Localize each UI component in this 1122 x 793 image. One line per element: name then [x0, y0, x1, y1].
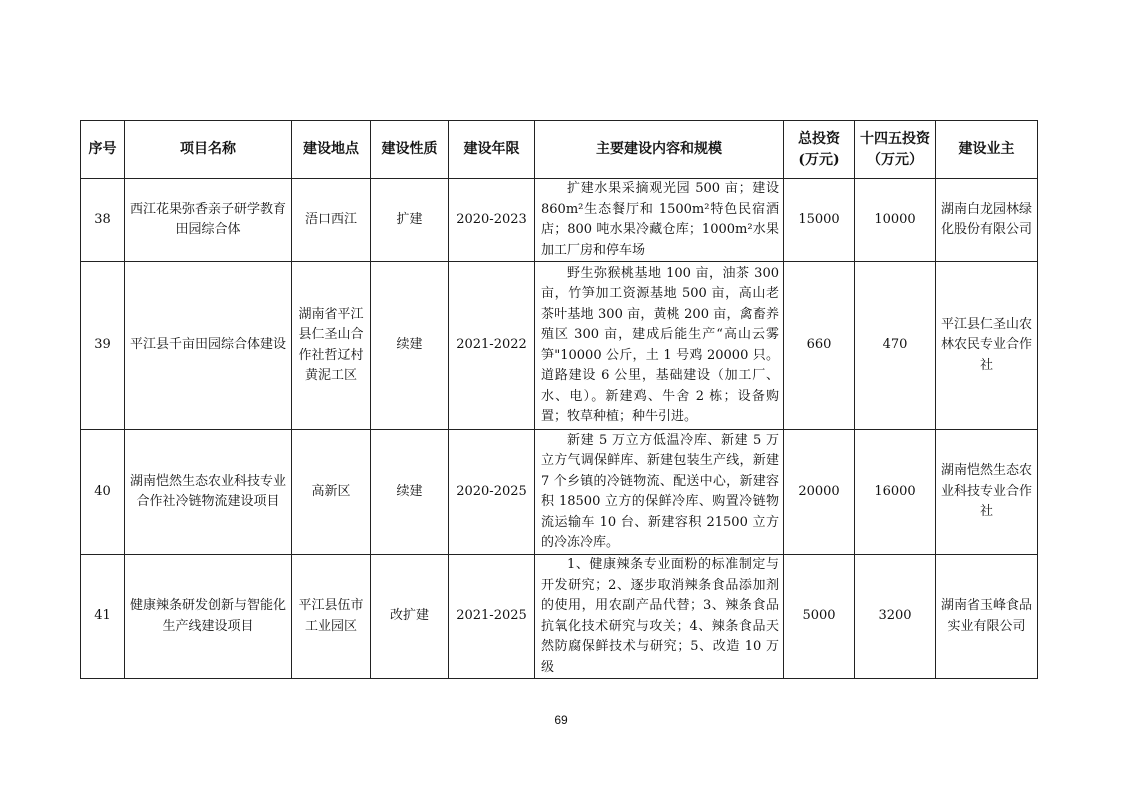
project-table — [80, 120, 1038, 679]
header-years: 建设年限 — [449, 121, 535, 179]
table-header-row — [81, 121, 1038, 179]
cell-owner: 湖南省玉峰食品实业有限公司 — [936, 555, 1038, 679]
header-fyp-line2: （万元） — [867, 151, 923, 168]
cell-fyp: 3200 — [855, 555, 936, 679]
header-seq: 序号 — [81, 121, 125, 179]
cell-owner: 湖南白龙园林绿化股份有限公司 — [936, 179, 1038, 262]
cell-location: 平江县伍市工业园区 — [292, 555, 371, 679]
table-row — [81, 262, 1038, 430]
cell-name: 湖南恺然生态农业科技专业合作社冷链物流建设项目 — [125, 430, 292, 555]
cell-seq: 41 — [81, 555, 125, 679]
header-name: 项目名称 — [125, 121, 292, 179]
cell-content: 扩建水果采摘观光园 500 亩；建设 860m²生态餐厅和 1500m²特色民宿酒店；800 吨水果冷藏仓库；1000m²水果加工厂房和停车场 — [535, 179, 784, 262]
cell-name: 西江花果弥香亲子研学教育田园综合体 — [125, 179, 292, 262]
table-row — [81, 430, 1038, 555]
cell-years: 2021-2022 — [449, 262, 535, 430]
cell-location: 浯口西江 — [292, 179, 371, 262]
cell-years: 2021-2025 — [449, 555, 535, 679]
cell-name: 平江县千亩田园综合体建设 — [125, 262, 292, 430]
cell-location: 湖南省平江县仁圣山合作社哲辽村黄泥工区 — [292, 262, 371, 430]
cell-content: 野生弥猴桃基地 100 亩，油茶 300 亩，竹笋加工资源基地 500 亩，高山老茶叶基地 300 亩，黄桃 200 亩，禽畜养殖区 300 亩，建成后能生产“高山云雾笋"10000 公斤，土 1 号鸡 20000 只。 道路建设 6 公里，基础建设（加工厂、水、电）。新建鸡、牛舍 2 栋；设备购置；牧草种植；种牛引进。 — [535, 262, 784, 430]
page-number: 69 — [554, 713, 568, 727]
table-row — [81, 555, 1038, 679]
cell-nature: 改扩建 — [371, 555, 449, 679]
cell-seq: 39 — [81, 262, 125, 430]
header-total-line1: 总投资 — [798, 130, 840, 147]
header-owner: 建设业主 — [936, 121, 1038, 179]
header-total-line2: (万元) — [798, 151, 840, 168]
header-content: 主要建设内容和规模 — [535, 121, 784, 179]
header-location: 建设地点 — [292, 121, 371, 179]
cell-total: 15000 — [784, 179, 855, 262]
cell-years: 2020-2025 — [449, 430, 535, 555]
header-total-investment — [784, 121, 855, 179]
cell-seq: 40 — [81, 430, 125, 555]
cell-total: 20000 — [784, 430, 855, 555]
cell-fyp: 16000 — [855, 430, 936, 555]
table-row — [81, 179, 1038, 262]
cell-fyp: 10000 — [855, 179, 936, 262]
cell-owner: 湖南恺然生态农业科技专业合作社 — [936, 430, 1038, 555]
cell-nature: 扩建 — [371, 179, 449, 262]
header-fyp-investment — [855, 121, 936, 179]
cell-total: 5000 — [784, 555, 855, 679]
cell-fyp: 470 — [855, 262, 936, 430]
cell-name: 健康辣条研发创新与智能化生产线建设项目 — [125, 555, 292, 679]
cell-total: 660 — [784, 262, 855, 430]
cell-nature: 续建 — [371, 430, 449, 555]
cell-content: 1、健康辣条专业面粉的标准制定与开发研究；2、逐步取消辣条食品添加剂的使用，用农副产品代替；3、辣条食品抗氧化技术研究与攻关；4、辣条食品天然防腐保鲜技术与研究；5、改造 10 万级 — [535, 555, 784, 679]
cell-location: 高新区 — [292, 430, 371, 555]
cell-owner: 平江县仁圣山农林农民专业合作社 — [936, 262, 1038, 430]
header-fyp-line1: 十四五投资 — [860, 130, 930, 147]
cell-years: 2020-2023 — [449, 179, 535, 262]
cell-nature: 续建 — [371, 262, 449, 430]
cell-content: 新建 5 万立方低温冷库、新建 5 万立方气调保鲜库、新建包装生产线，新建 7 个乡镇的冷链物流、配送中心，新建容积 18500 立方的保鲜冷库、购置冷链物流运输车 10 台、新建容积 21500 立方的冷冻冷库。 — [535, 430, 784, 555]
cell-seq: 38 — [81, 179, 125, 262]
header-nature: 建设性质 — [371, 121, 449, 179]
